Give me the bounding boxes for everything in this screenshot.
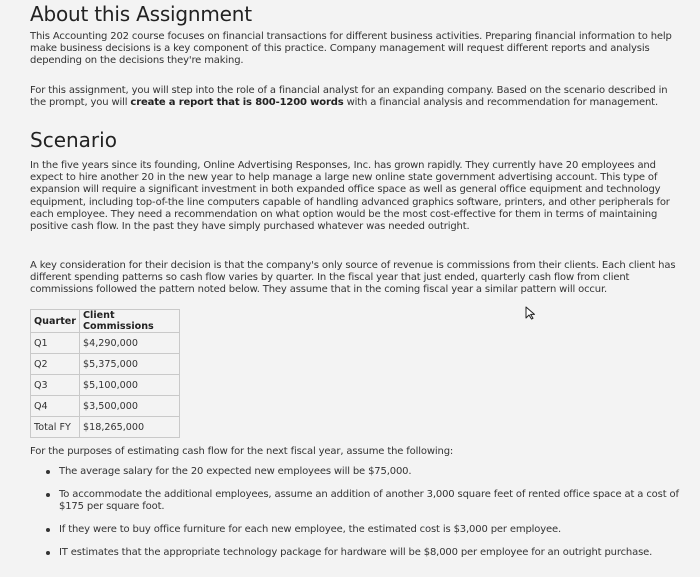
column-header-client-commissions: Client Commissions [80,310,180,333]
intro-p2-text-start: For this assignment, you will step into the role of a financial analyst for an expanding company. Based on the scenario described in the prompt, you will [30,85,668,109]
scenario-paragraph-2: A key consideration for their decision is that the company's only source of revenue is commissions from their clients. Each client has different spending patterns so cash flow varies by quarter. In the fiscal year that just ended, quarterly cash flow from client commissions followed the pattern noted below. They assume that in the coming fiscal year a similar pattern will occur. [30,260,676,296]
table-header-row [31,310,180,333]
total-value-cell: $18,265,000 [80,417,180,438]
quarter-cell: Q3 [31,375,80,396]
list-item: If they were to buy office furniture for each new employee, the estimated cost is $3,000 per employee. [52,524,682,536]
quarter-cell: Q2 [31,354,80,375]
scenario-heading: Scenario [30,128,117,152]
commission-cell: $4,290,000 [80,333,180,354]
table-row [31,333,180,354]
column-header-quarter: Quarter [31,310,80,333]
scenario-paragraph-1: In the five years since its founding, Online Advertising Responses, Inc. has grown rapidly. They currently have 20 employees and expect to hire another 20 in the new year to help manage a large new online state government advertising account. This type of expansion will require a significant investment in both expanded office space as well as general office equipment and technology equipment, including top-of-the line computers capable of handling advanced graphics software, printers, and other peripherals for each employee. They need a recommendation on what option would be the most cost-effective for them in terms of maintaining positive cash flow. In the past they have simply purchased whatever was needed outright. [30,160,670,233]
table-row [31,375,180,396]
list-item: The average salary for the 20 expected new employees will be $75,000. [52,466,682,478]
client-commissions-table [30,309,180,438]
list-item: To accommodate the additional employees, assume an addition of another 3,000 square feet of rented office space at a cost of $175 per square foot. [52,489,682,514]
assumptions-list [52,466,682,570]
quarter-cell: Q1 [31,333,80,354]
quarter-cell: Q4 [31,396,80,417]
table-row [31,396,180,417]
intro-paragraph-2 [30,85,685,109]
commission-cell: $3,500,000 [80,396,180,417]
mouse-pointer-icon [524,306,538,320]
intro-paragraph-1: This Accounting 202 course focuses on financial transactions for different business activities. Preparing financial information to help make business decisions is a key component of this practice. Company management will request different reports and analysis depending on the decisions they're making. [30,31,672,67]
page-title: About this Assignment [30,2,252,26]
table-row [31,354,180,375]
word-count-requirement: create a report that is 800-1200 words [130,97,344,109]
commission-cell: $5,375,000 [80,354,180,375]
table-total-row [31,417,180,438]
list-item: IT estimates that the appropriate technology package for hardware will be $8,000 per employee for an outright purchase. [52,547,682,559]
total-label-cell: Total FY [31,417,80,438]
commission-cell: $5,100,000 [80,375,180,396]
intro-p2-text-end: with a financial analysis and recommendation for management. [343,97,658,109]
assumptions-lead: For the purposes of estimating cash flow for the next fiscal year, assume the following: [30,446,454,457]
